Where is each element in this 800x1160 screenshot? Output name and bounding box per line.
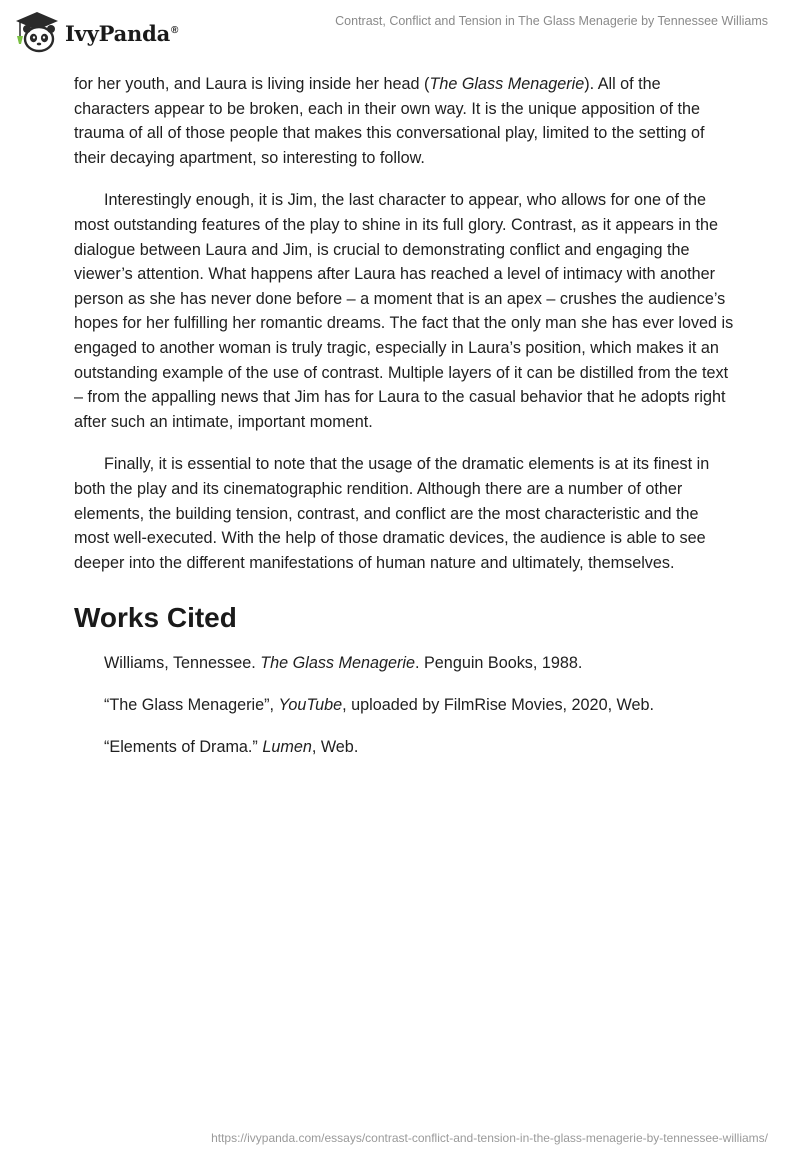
source-url[interactable]: https://ivypanda.com/essays/contrast-conflict-and-tension-in-the-glass-menagerie-by-tennessee-williams/	[211, 1131, 768, 1145]
paragraph-1: for her youth, and Laura is living inside her head (The Glass Menagerie). All of the characters appear to be broken, each in their own way. It is the unique apposition of the trauma of all of those people that makes this conversational play, limited to the setting of their decaying apartment, so interesting to follow.	[74, 75, 705, 167]
play-title: The Glass Menagerie	[429, 75, 585, 93]
page-header	[0, 0, 800, 62]
document-title: Contrast, Conflict and Tension in The Glass Menagerie by Tennessee Williams	[335, 14, 768, 28]
citation-2: “The Glass Menagerie”, YouTube, uploaded by FilmRise Movies, 2020, Web.	[104, 696, 655, 715]
graduation-panda-icon	[14, 10, 60, 54]
works-cited-heading: Works Cited	[74, 602, 237, 634]
paragraph-2: Interestingly enough, it is Jim, the last character to appear, who allows for one of the most outstanding features of the play to shine in its full glory. Contrast, as it appears in the dialogue between Laura and Jim, is crucial to demonstrating conflict and engaging the viewer’s attention. What happens after Laura has reached a level of intimacy with another person as she has never done before – a moment that is an apex – crushes the audience’s hopes for her fulfilling her romantic dreams. The fact that the only man she has ever loved is engaged to another woman is truly tragic, especially in Laura’s position, which makes it an outstanding example of the use of contrast. Multiple layers of it can be distilled from the text – from the appalling news that Jim has for Laura to the casual behavior that he adopts right after such an intimate, important moment.	[74, 191, 734, 431]
citation-1: Williams, Tennessee. The Glass Menagerie. Penguin Books, 1988.	[104, 654, 583, 673]
logo-text: IvyPanda®	[65, 20, 179, 46]
ivypanda-logo[interactable]	[14, 8, 178, 56]
essay-content	[74, 72, 734, 777]
paragraph-3: Finally, it is essential to note that the usage of the dramatic elements is at its finest in both the play and its cinematographic rendition. Although there are a number of other elements, the building tension, contrast, and conflict are the most characteristic and the most well-executed. With the help of those dramatic devices, the audience is able to see deeper into the different manifestations of human nature and ultimately, themselves.	[74, 455, 710, 572]
citation-3: “Elements of Drama.” Lumen, Web.	[104, 738, 359, 757]
